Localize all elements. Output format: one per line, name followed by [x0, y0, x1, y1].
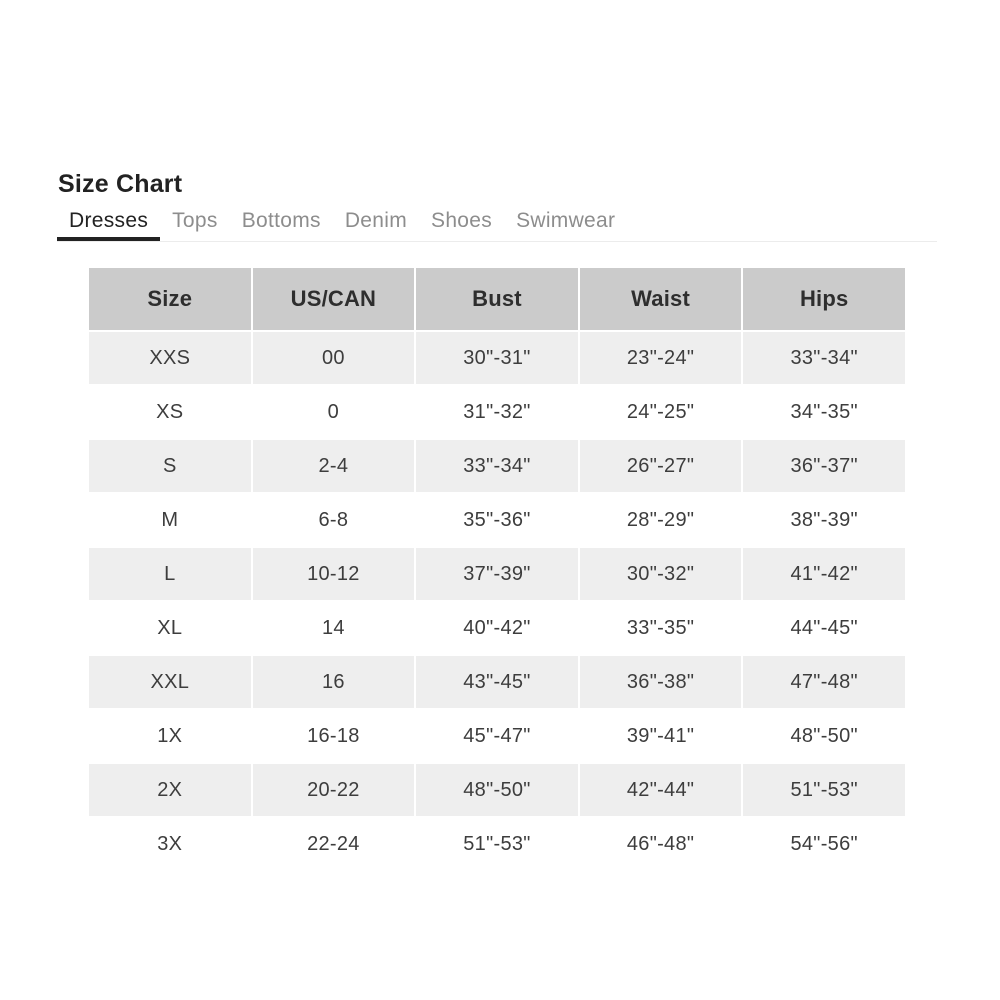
table-cell: 28"-29"	[580, 494, 742, 546]
table-cell: 51"-53"	[416, 818, 578, 870]
table-cell: M	[89, 494, 251, 546]
table-cell: 35"-36"	[416, 494, 578, 546]
table-row-3x	[89, 818, 905, 870]
table-row-l	[89, 548, 905, 600]
table-row-xl	[89, 602, 905, 654]
tab-denim[interactable]: Denim	[344, 209, 408, 232]
table-cell: S	[89, 440, 251, 492]
table-cell: 22-24	[253, 818, 415, 870]
table-cell: 33"-35"	[580, 602, 742, 654]
table-cell: XS	[89, 386, 251, 438]
tab-bar	[57, 205, 937, 242]
table-cell: 1X	[89, 710, 251, 762]
table-cell: 30"-31"	[416, 332, 578, 384]
column-header-hips: Hips	[743, 268, 905, 330]
table-row-xs	[89, 386, 905, 438]
table-cell: 2X	[89, 764, 251, 816]
column-header-waist: Waist	[580, 268, 742, 330]
size-chart-panel	[57, 170, 937, 872]
table-cell: 36"-38"	[580, 656, 742, 708]
size-table-body	[89, 332, 905, 870]
table-row-xxs	[89, 332, 905, 384]
table-cell: 48"-50"	[743, 710, 905, 762]
table-cell: 24"-25"	[580, 386, 742, 438]
table-cell: 42"-44"	[580, 764, 742, 816]
column-header-bust: Bust	[416, 268, 578, 330]
table-cell: 33"-34"	[416, 440, 578, 492]
size-table-header-row	[89, 268, 905, 330]
table-cell: 0	[253, 386, 415, 438]
table-cell: XXL	[89, 656, 251, 708]
table-cell: 43"-45"	[416, 656, 578, 708]
table-cell: 6-8	[253, 494, 415, 546]
table-cell: 16-18	[253, 710, 415, 762]
tab-swimwear[interactable]: Swimwear	[516, 209, 616, 232]
table-cell: 33"-34"	[743, 332, 905, 384]
table-cell: XXS	[89, 332, 251, 384]
table-cell: 26"-27"	[580, 440, 742, 492]
table-cell: 38"-39"	[743, 494, 905, 546]
table-cell: 00	[253, 332, 415, 384]
table-cell: 31"-32"	[416, 386, 578, 438]
size-table-head	[89, 268, 905, 330]
table-row-s	[89, 440, 905, 492]
column-header-us-can: US/CAN	[253, 268, 415, 330]
table-cell: 40"-42"	[416, 602, 578, 654]
tab-shoes[interactable]: Shoes	[431, 209, 493, 232]
tab-dresses[interactable]: Dresses	[57, 205, 160, 241]
table-cell: 20-22	[253, 764, 415, 816]
table-cell: 46"-48"	[580, 818, 742, 870]
table-cell: 14	[253, 602, 415, 654]
table-row-1x	[89, 710, 905, 762]
table-cell: 23"-24"	[580, 332, 742, 384]
table-cell: 37"-39"	[416, 548, 578, 600]
table-cell: 48"-50"	[416, 764, 578, 816]
table-cell: 30"-32"	[580, 548, 742, 600]
table-cell: 36"-37"	[743, 440, 905, 492]
table-row-2x	[89, 764, 905, 816]
table-cell: 2-4	[253, 440, 415, 492]
page-title: Size Chart	[58, 170, 183, 198]
table-cell: 45"-47"	[416, 710, 578, 762]
table-cell: L	[89, 548, 251, 600]
table-cell: 34"-35"	[743, 386, 905, 438]
table-cell: 44"-45"	[743, 602, 905, 654]
size-table	[87, 266, 907, 872]
table-cell: 10-12	[253, 548, 415, 600]
tab-bottoms[interactable]: Bottoms	[241, 209, 321, 232]
column-header-size: Size	[89, 268, 251, 330]
table-cell: 39"-41"	[580, 710, 742, 762]
table-row-m	[89, 494, 905, 546]
table-cell: 16	[253, 656, 415, 708]
table-cell: 3X	[89, 818, 251, 870]
table-cell: 54"-56"	[743, 818, 905, 870]
table-cell: 47"-48"	[743, 656, 905, 708]
table-row-xxl	[89, 656, 905, 708]
tab-tops[interactable]: Tops	[172, 209, 218, 232]
table-cell: XL	[89, 602, 251, 654]
table-cell: 51"-53"	[743, 764, 905, 816]
table-cell: 41"-42"	[743, 548, 905, 600]
